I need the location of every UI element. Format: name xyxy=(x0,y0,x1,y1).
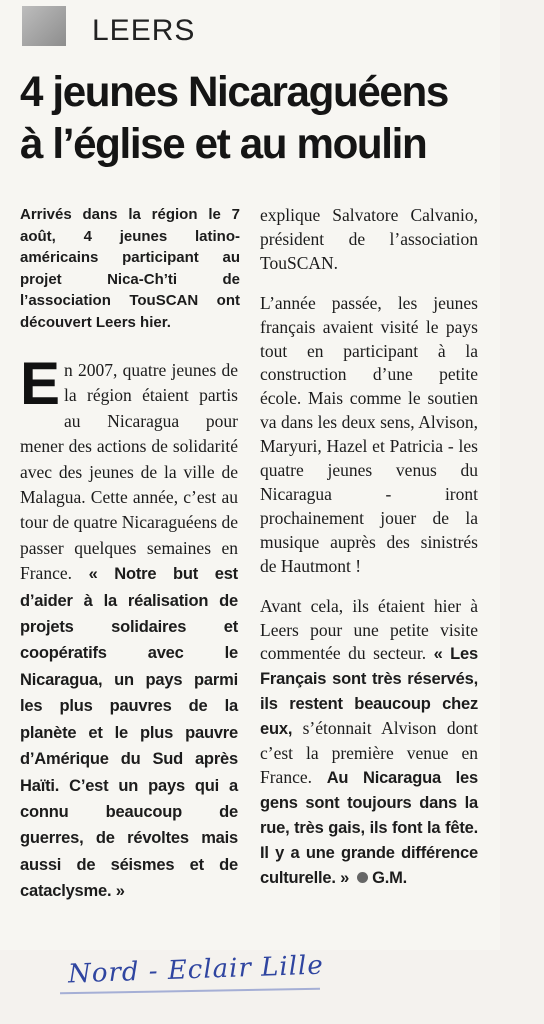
drop-cap: E xyxy=(20,350,61,417)
column2-paragraph-2: L’année passée, les jeunes français avaient visité le pays tout en participant à la construction d’une petite école. Mais comme le soutien va dans les deux sens, Alvison, Maryuri, Hazel et Patricia - les quatre jeunes venus du Nicaragua - iront prochainement jouer de la musique auprès des sinistrés de Hautmont ! xyxy=(260,292,478,576)
byline-bullet-icon xyxy=(357,872,368,883)
handwritten-note: Nord - Eclair Lille xyxy=(67,950,325,990)
column1-paragraph: n 2007, quatre jeunes de la région étaient partis au Nicaragua pour mener des actions de solidarité avec des jeunes de la ville de Malagua. Cette année, c’est au tour de quatre Nicaraguéens de passer quelques semaines en France. xyxy=(20,360,238,584)
article-column-1 xyxy=(20,350,238,905)
column2-quote-b: Au Nicaragua les gens sont toujours dans la rue, très gais, ils font la fête. Il y a une grande différence culturelle. » xyxy=(260,768,478,887)
headline-line-1: 4 jeunes Nicaraguéens xyxy=(20,68,448,116)
column2-text-a: Avant cela, ils étaient hier à Leers pour une petite visite commentée du secteur. xyxy=(260,595,478,664)
handwriting-underline xyxy=(60,988,320,995)
headline-line-2: à l’église et au moulin xyxy=(20,120,427,168)
column2-paragraph-3 xyxy=(260,595,478,891)
column2-text-b: s’étonnait Alvison dont c’est la première venue en France. xyxy=(260,718,478,787)
column2-quote-a: « Les Français sont très réservés, ils restent beaucoup chez eux, xyxy=(260,645,478,739)
headline xyxy=(20,66,481,170)
column1-quote: « Notre but est d’aider à la réalisation de projets solidaires et coopératifs avec le Nicaragua, un pays parmi les plus pauvres de la planète et le plus pauvre d’Amérique du Sud après Haïti. C’est un pays qui a connu beaucoup de guerres, de révoltes mais aussi de séismes et de cataclysme. » xyxy=(20,565,238,901)
byline: G.M. xyxy=(372,868,408,887)
section-title: LEERS xyxy=(92,14,196,47)
section-marker xyxy=(22,6,66,46)
column2-paragraph-1: explique Salvatore Calvanio, président de l’association TouSCAN. xyxy=(260,205,478,273)
intro-paragraph: Arrivés dans la région le 7 août, 4 jeunes latino-américains participant au projet Nica-Ch’ti de l’association TouSCAN ont découvert Leers hier. xyxy=(20,206,240,331)
article-column-2 xyxy=(260,204,478,890)
